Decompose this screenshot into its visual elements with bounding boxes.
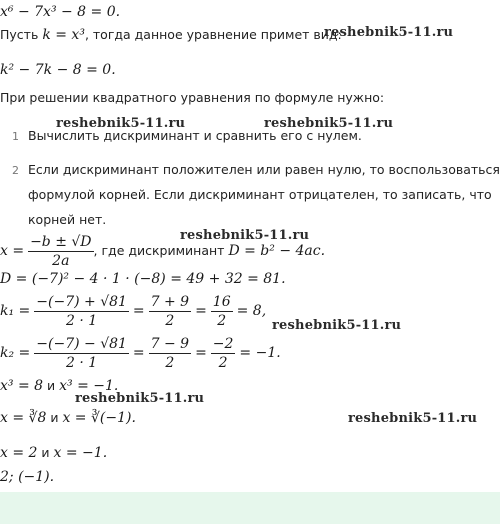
substitution-text2: , тогда данное уравнение примет вид: (84, 27, 342, 42)
formula-fraction (28, 234, 93, 269)
k2-num3: −2 (212, 336, 234, 352)
substitution-text: Пусть (0, 27, 39, 42)
k2-num2: 7 − 9 (150, 336, 190, 352)
k2-den2: 2 (165, 355, 175, 371)
k2-lhs: k₂ = (0, 345, 31, 361)
roots-a: x = ∛8 (0, 410, 47, 426)
k1-num1: −(−7) + √81 (36, 294, 127, 310)
substitution-math: k = x³ (42, 27, 85, 43)
step-2-line1: Если дискриминант положителен или равен нулю, то воспользоваться (28, 162, 500, 177)
k2-frac2 (149, 336, 191, 371)
solutions-and: и (41, 445, 50, 460)
step-1-text: Вычислить дискриминант и сравнить его с нулем. (28, 128, 362, 143)
solutions-b: x = −1. (53, 445, 108, 461)
k1-frac3 (211, 294, 233, 329)
k1-num2: 7 + 9 (150, 294, 190, 310)
roots-line (0, 410, 136, 426)
back-sub-b: x³ = −1. (59, 378, 119, 394)
step-2-line3: корней нет. (28, 212, 107, 227)
k2-line: k₂ = $\frac{-(-7) - √81}{2 \cdot 1}$ = $\frac{7 - 9}{2}$ = $\frac{-2}{2}$ = −1. (0, 336, 281, 371)
answer-highlight (0, 492, 500, 524)
k1-frac1 (34, 294, 129, 329)
back-sub-and: и (47, 378, 56, 393)
k1-frac2 (149, 294, 191, 329)
solutions-line (0, 445, 107, 461)
watermark: reshebnik5-11.ru (272, 318, 402, 333)
roots-b: x = ∛(−1). (62, 410, 136, 426)
watermark: reshebnik5-11.ru (56, 116, 186, 131)
k2-den3: 2 (218, 355, 228, 371)
k2-num1: −(−7) − √81 (36, 336, 127, 352)
roots-and: и (50, 410, 59, 425)
formula-text: , где дискриминант (93, 243, 225, 258)
step-number-1: 1 (12, 130, 19, 143)
discriminant-calc: D = (−7)² − 4 · 1 · (−8) = 49 + 32 = 81. (0, 271, 286, 287)
watermark: reshebnik5-11.ru (348, 411, 478, 426)
k2-frac3 (211, 336, 236, 371)
watermark: reshebnik5-11.ru (324, 25, 454, 40)
quadratic-equation: k² − 7k − 8 = 0. (0, 62, 116, 78)
k2-result: = −1. (239, 345, 281, 361)
answer-text: 2; (−1). (0, 469, 55, 485)
k1-line: k₁ = $\frac{-(-7) + √81}{2 \cdot 1}$ = $\frac{7 + 9}{2}$ = $\frac{16}{2}$ = 8, (0, 294, 267, 329)
formula-lhs: x = (0, 243, 25, 259)
original-equation: x⁶ − 7x³ − 8 = 0. (0, 4, 121, 20)
k1-den1: 2 · 1 (66, 313, 98, 329)
back-sub-a: x³ = 8 (0, 378, 44, 394)
formula-denominator: 2a (52, 253, 70, 269)
watermark: reshebnik5-11.ru (75, 391, 205, 406)
watermark: reshebnik5-11.ru (180, 228, 310, 243)
formula-numerator: −b ± √D (30, 234, 92, 250)
substitution-line (0, 27, 342, 43)
formula-discriminant: D = b² − 4ac. (228, 243, 326, 259)
step-number-2: 2 (12, 164, 19, 177)
k2-frac1 (34, 336, 129, 371)
k1-num3: 16 (212, 294, 231, 310)
k2-den1: 2 · 1 (66, 355, 98, 371)
k1-den2: 2 (165, 313, 175, 329)
step-2-line2: формулой корней. Если дискриминант отрицателен, то записать, что (28, 187, 492, 202)
solutions-a: x = 2 (0, 445, 38, 461)
k1-den3: 2 (217, 313, 227, 329)
watermark: reshebnik5-11.ru (264, 116, 394, 131)
instructions-intro: При решении квадратного уравнения по формуле нужно: (0, 90, 385, 105)
k1-lhs: k₁ = (0, 303, 31, 319)
k1-result: = 8, (236, 303, 267, 319)
